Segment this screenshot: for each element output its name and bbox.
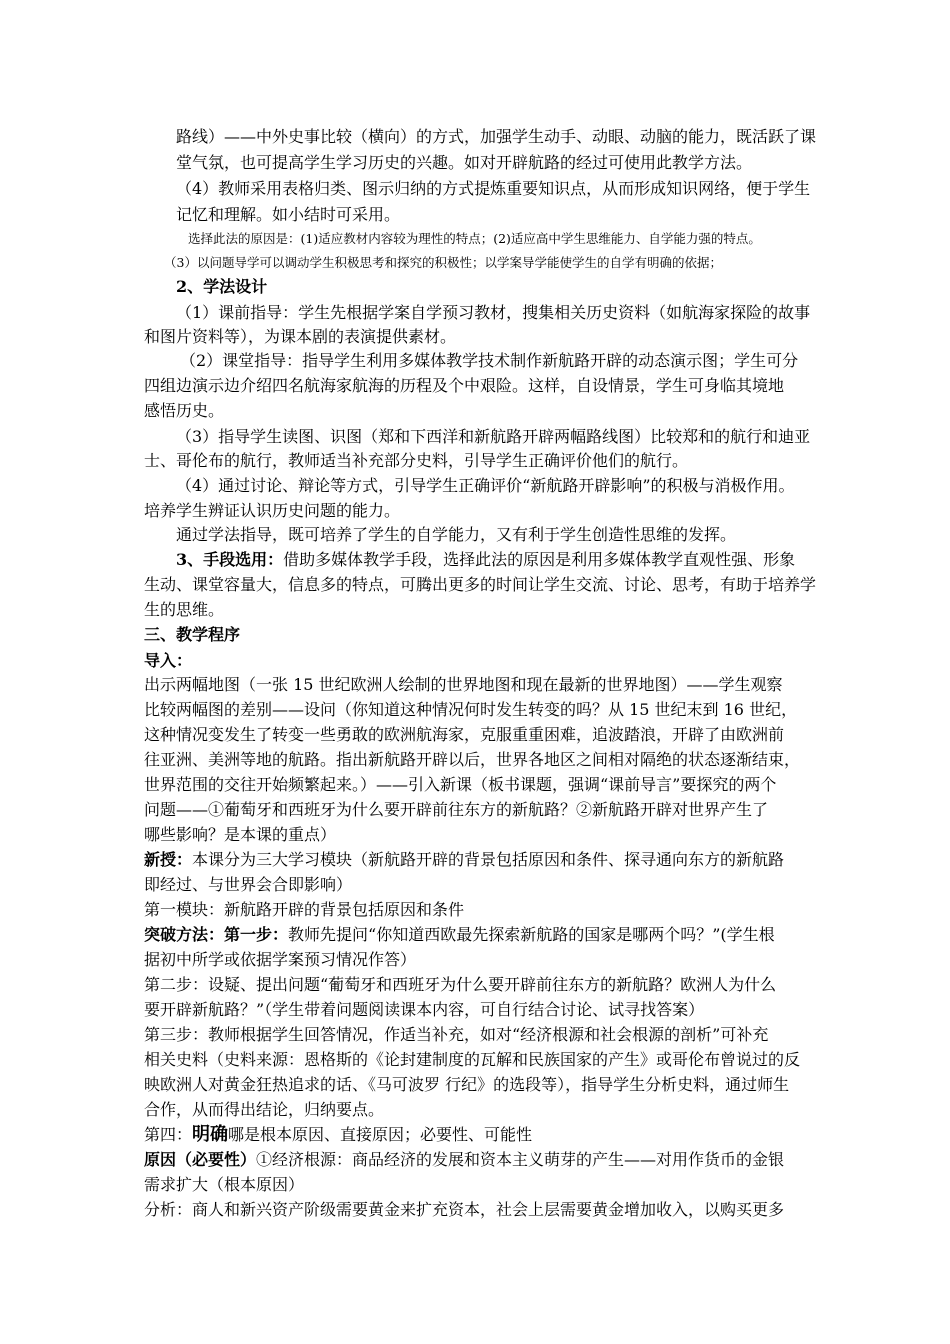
text-line: 合作，从而得出结论，归纳要点。 (144, 1100, 385, 1119)
text-line: 四组边演示边介绍四名航海家航海的历程及个中艰险。这样，自设情景，学生可身临其境地 (144, 376, 785, 395)
text-line: 士、哥伦布的航行，教师适当补充部分史料，引导学生正确评价他们的航行。 (144, 451, 689, 470)
text-line: 映欧洲人对黄金狂热追求的话、《马可波罗 行纪》的选段等），指导学生分析史料，通过师生 (144, 1075, 790, 1094)
text-line: 通过学法指导，既可培养了学生的自学能力，又有利于学生创造性思维的发挥。 (176, 525, 737, 544)
section-heading: 2、学法设计 (176, 277, 268, 296)
text-line: 生的思维。 (144, 600, 225, 619)
text-line: 相关史料（史料来源：恩格斯的《论封建制度的瓦解和民族国家的产生》或哥伦布曾说过的反 (144, 1050, 801, 1069)
text-line: （1）课前指导：学生先根据学案自学预习教材，搜集相关历史资料（如航海家探险的故事 (176, 303, 811, 322)
text-line: 第一模块：新航路开辟的背景包括原因和条件 (144, 900, 465, 919)
text-run: 哪是根本原因、直接原因；必要性、可能性 (228, 1125, 533, 1144)
section-heading: 导入： (144, 651, 193, 670)
text-line: （2）课堂指导：指导学生利用多媒体教学技术制作新航路开辟的动态演示图；学生可分 (180, 351, 799, 370)
text-line: 要开辟新航路？”（学生带着问题阅读课本内容，可自行结合讨论、试寻找答案） (144, 1000, 705, 1019)
text-line: 比较两幅图的差别——设问（你知道这种情况何时发生转变的吗？从 15 世纪末到 16 世纪， (144, 700, 798, 719)
text-line: 生动、课堂容量大，信息多的特点，可腾出更多的时间让学生交流、讨论、思考，有助于培养学 (144, 575, 817, 594)
text-line (176, 549, 795, 571)
text-line: 路线）——中外史事比较（横向）的方式，加强学生动手、动眼、动脑的能力，既活跃了课 (176, 127, 817, 146)
text-line: 第二步：设疑、提出问题“葡萄牙和西班牙为什么要开辟前往东方的新航路？欧洲人为什么 (144, 975, 777, 994)
text-line: 需求扩大（根本原因） (144, 1175, 305, 1194)
text-line: 分析：商人和新兴资产阶级需要黄金来扩充资本，社会上层需要黄金增加收入，以购买更多 (144, 1200, 785, 1219)
text-line: 第三步：教师根据学生回答情况，作适当补充，如对“经济根源和社会根源的剖析”可补充 (144, 1025, 769, 1044)
text-line: 堂气氛，也可提高学生学习历史的兴趣。如对开辟航路的经过可使用此教学方法。 (176, 153, 753, 172)
bold-label: 明确 (192, 1124, 229, 1145)
text-line: 这种情况变发生了转变一些勇敢的欧洲航海家，克服重重困难，追波踏浪，开辟了由欧洲前 (144, 725, 785, 744)
text-line: 哪些影响？是本课的重点） (144, 825, 337, 844)
bold-label: 原因（必要性） (144, 1150, 257, 1169)
text-run: 借助多媒体教学手段，选择此法的原因是利用多媒体教学直观性强、形象 (283, 550, 796, 569)
text-run: ①经济根源：商品经济的发展和资本主义萌芽的产生——对用作货币的金银 (256, 1150, 785, 1169)
text-run: 教师先提问“你知道西欧最先探索新航路的国家是哪两个吗？”(学生根 (288, 925, 775, 944)
text-line (144, 1124, 532, 1146)
text-line: （3）以问题导学可以调动学生积极思考和探究的积极性；以学案导学能使学生的自学有明确的依据； (164, 255, 722, 270)
text-line (144, 849, 784, 871)
text-line: 问题——①葡萄牙和西班牙为什么要开辟前往东方的新航路？②新航路开辟对世界产生了 (144, 800, 769, 819)
text-line: 据初中所学或依据学案预习情况作答） (144, 950, 417, 969)
text-run: 第四： (144, 1125, 193, 1144)
text-line: （4）教师采用表格归类、图示归纳的方式提炼重要知识点，从而形成知识网络，便于学生 (176, 179, 811, 198)
text-line: 即经过、与世界会合即影响） (144, 875, 353, 894)
bold-label: 突破方法：第一步： (144, 925, 289, 944)
text-line: 培养学生辨证认识历史问题的能力。 (144, 501, 401, 520)
text-line: 世界范围的交往开始频繁起来。）——引入新课（板书课题，强调“课前导言”要探究的两个 (144, 775, 777, 794)
text-line: 出示两幅地图（一张 15 世纪欧洲人绘制的世界地图和现在最新的世界地图）——学生观察 (144, 675, 783, 694)
text-line (144, 1149, 784, 1171)
text-line: 选择此法的原因是：(1)适应教材内容较为理性的特点；(2)适应高中学生思维能力、自学能力强的特点。 (188, 231, 761, 246)
text-line (144, 924, 775, 946)
text-line: 往亚洲、美洲等地的航路。指出新航路开辟以后，世界各地区之间相对隔绝的状态逐渐结束， (144, 750, 801, 769)
text-line: 感悟历史。 (144, 401, 225, 420)
text-run: 本课分为三大学习模块（新航路开辟的背景包括原因和条件、探寻通向东方的新航路 (192, 850, 785, 869)
bold-label: 新授： (144, 850, 193, 869)
bold-label: 3、手段选用： (176, 550, 284, 569)
text-line: 和图片资料等），为课本剧的表演提供素材。 (144, 327, 457, 346)
section-heading: 三、教学程序 (144, 625, 241, 644)
text-line: （4）通过讨论、辩论等方式，引导学生正确评价“新航路开辟影响”的积极与消极作用。 (176, 476, 795, 495)
text-line: 记忆和理解。如小结时可采用。 (176, 205, 401, 224)
text-line: （3）指导学生读图、识图（郑和下西洋和新航路开辟两幅路线图）比较郑和的航行和迪亚 (176, 427, 811, 446)
